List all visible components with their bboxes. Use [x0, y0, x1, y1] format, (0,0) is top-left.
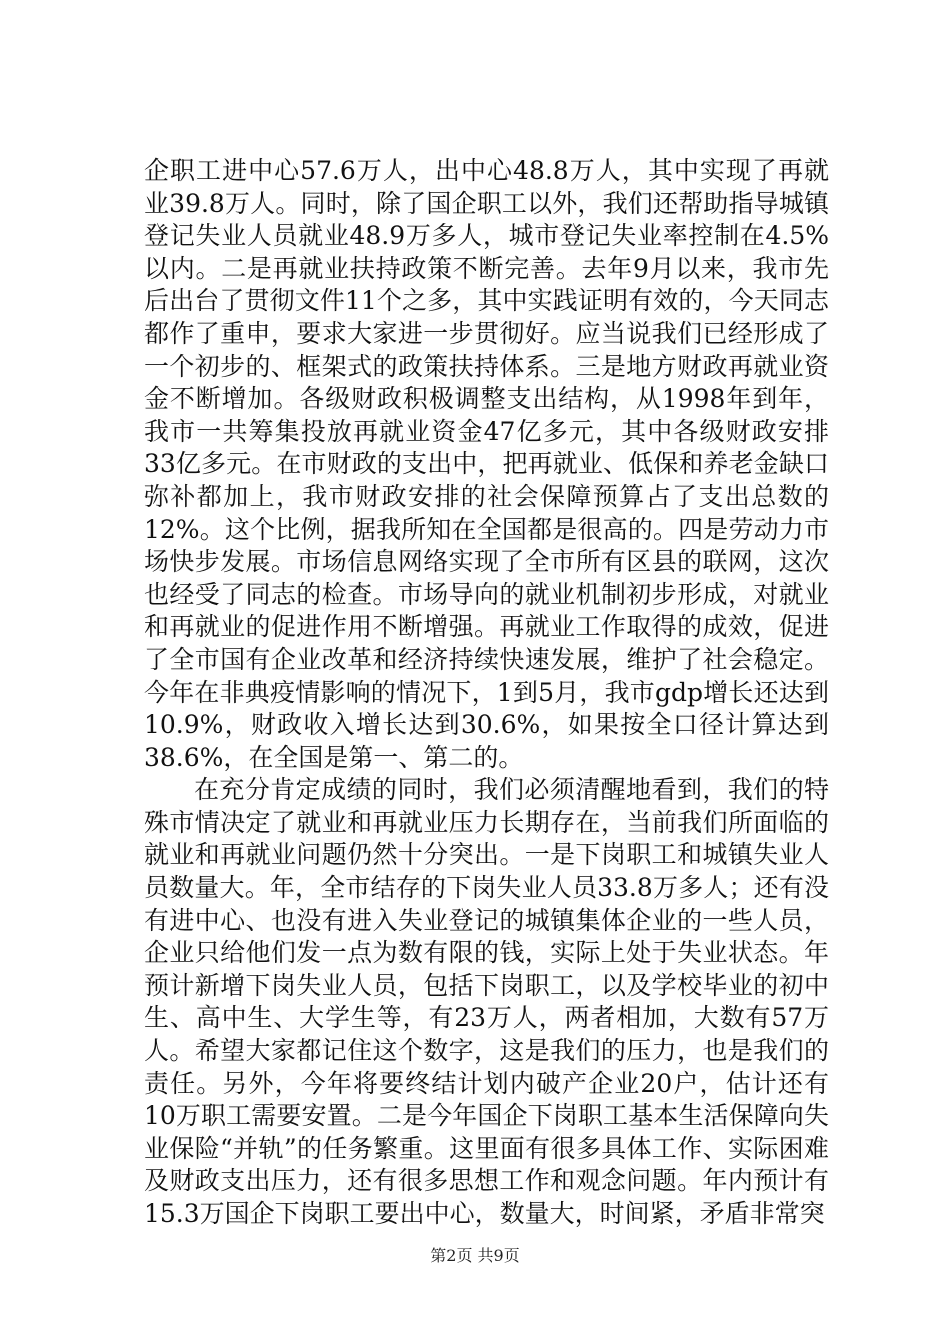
paragraph-continuation: 企职工进中心57.6万人，出中心48.8万人，其中实现了再就业39.8万人。同时，除了国企职工以外，我们还帮助指导城镇登记失业人员就业48.9万多人，城市登记失业率控制在4.5%以内。二是再就业扶持政策不断完善。去年9月以来，我市先后出台了贯彻文件11个之多，其中实践证明有效的，今天同志都作了重申，要求大家进一步贯彻好。应当说我们已经形成了一个初步的、框架式的政策扶持体系。三是地方财政再就业资金不断增加。各级财政积极调整支出结构，从1998年到年，我市一共筹集投放再就业资金47亿多元，其中各级财政安排33亿多元。在市财政的支出中，把再就业、低保和养老金缺口弥补都加上，我市财政安排的社会保障预算占了支出总数的12%。这个比例，据我所知在全国都是很高的。四是劳动力市场快步发展。市场信息网络实现了全市所有区县的联网，这次也经受了同志的检查。市场导向的就业机制初步形成，对就业和再就业的促进作用不断增强。再就业工作取得的成效，促进了全市国有企业改革和经济持续快速发展，维护了社会稳定。今年在非典疫情影响的情况下，1到5月，我市gdp增长还达到10.9%，财政收入增长达到30.6%，如果按全口径计算达到38.6%，在全国是第一、第二的。 — [144, 156, 829, 772]
page-number-footer: 第2页 共9页 — [430, 1246, 520, 1265]
paragraph-challenges: 在充分肯定成绩的同时，我们必须清醒地看到，我们的特殊市情决定了就业和再就业压力长期存在，当前我们所面临的就业和再就业问题仍然十分突出。一是下岗职工和城镇失业人员数量大。年，全市结存的下岗失业人员33.8万多人；还有没有进中心、也没有进入失业登记的城镇集体企业的一些人员，企业只给他们发一点为数有限的钱，实际上处于失业状态。年预计新增下岗失业人员，包括下岗职工，以及学校毕业的初中生、高中生、大学生等，有23万人，两者相加，大数有57万人。希望大家都记住这个数字，这是我们的压力，也是我们的责任。另外，今年将要终结计划内破产企业20户，估计还有10万职工需要安置。二是今年国企下岗职工基本生活保障向失业保险“并轨”的任务繁重。这里面有很多具体工作、实际困难及财政支出压力，还有很多思想工作和观念问题。年内预计有15.3万国企下岗职工要出中心，数量大，时间紧，矛盾非常突 — [144, 775, 829, 1228]
document-body — [144, 155, 829, 1231]
